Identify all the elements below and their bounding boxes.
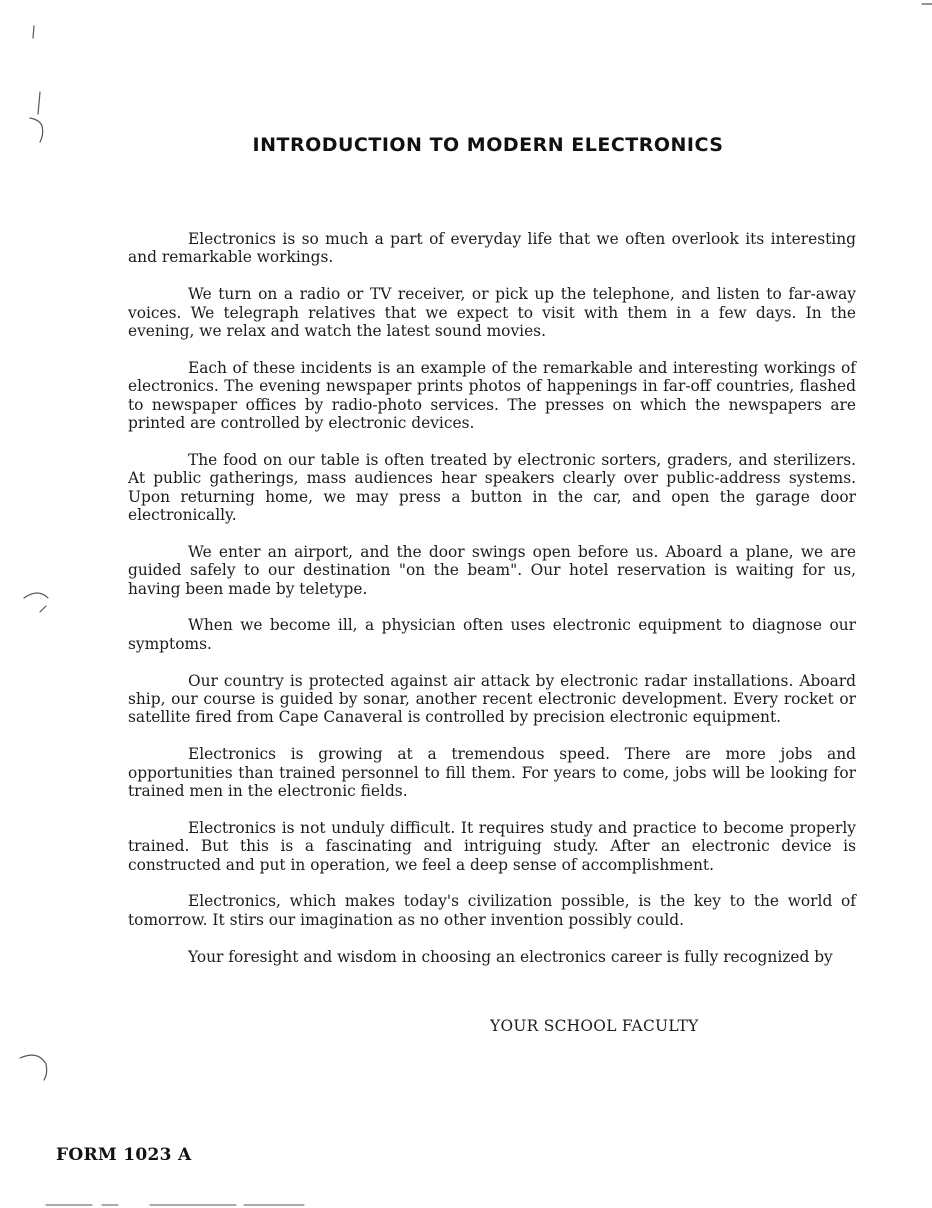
paragraph: Electronics, which makes today's civilization possible, is the key to the world of tomorrow. It stirs our imagination as no other invention possibly could. [128, 892, 856, 929]
binder-hole-mark-bottom [20, 1055, 47, 1080]
paragraph: The food on our table is often treated by electronic sorters, graders, and sterilizers. At public gatherings, mass audiences hear speakers clearly over public-address systems. Upon returning home, we may press a button in the car, and open the garage door electronically. [128, 450, 856, 525]
binder-hole-mark-middle [24, 593, 48, 612]
form-number: FORM 1023 A [56, 1145, 192, 1165]
document-body [128, 230, 856, 984]
paragraph: Our country is protected against air attack by electronic radar installations. Aboard ship, our course is guided by sonar, another recent electronic development. Every rocket or satellite fired from Cape Canaveral is controlled by precision electronic equipment. [128, 671, 856, 727]
document-title: INTRODUCTION TO MODERN ELECTRONICS [252, 134, 724, 156]
margin-tick [33, 26, 34, 38]
paragraph: Your foresight and wisdom in choosing an electronics career is fully recognized by [188, 947, 833, 966]
paragraph: Electronics is so much a part of everyday life that we often overlook its interesting and remarkable workings. [128, 230, 856, 267]
signature: YOUR SCHOOL FACULTY [490, 1017, 699, 1035]
paragraph: We enter an airport, and the door swings open before us. Aboard a plane, we are guided safely to our destination "on the beam". Our hotel reservation is waiting for us, having been made by teletype. [128, 542, 856, 598]
paragraph: Each of these incidents is an example of the remarkable and interesting workings of electronics. The evening newspaper prints photos of happenings in far-off countries, flashed to newspaper offices by radio-photo services. The presses on which the newspapers are printed are controlled by electronic devices. [128, 358, 856, 433]
paragraph: We turn on a radio or TV receiver, or pick up the telephone, and listen to far-away voices. We telegraph relatives that we expect to visit with them in a few days. In the evening, we relax and watch the latest sound movies. [128, 285, 856, 341]
paragraph: When we become ill, a physician often uses electronic equipment to diagnose our symptoms. [128, 616, 856, 653]
paragraph: Electronics is not unduly difficult. It requires study and practice to become properly trained. But this is a fascinating and intriguing study. After an electronic device is constructed and put in operation, we feel a deep sense of accomplishment. [128, 818, 856, 874]
paragraph: Electronics is growing at a tremendous speed. There are more jobs and opportunities than trained personnel to fill them. For years to come, jobs will be looking for trained men in the electronic fields. [128, 745, 856, 801]
